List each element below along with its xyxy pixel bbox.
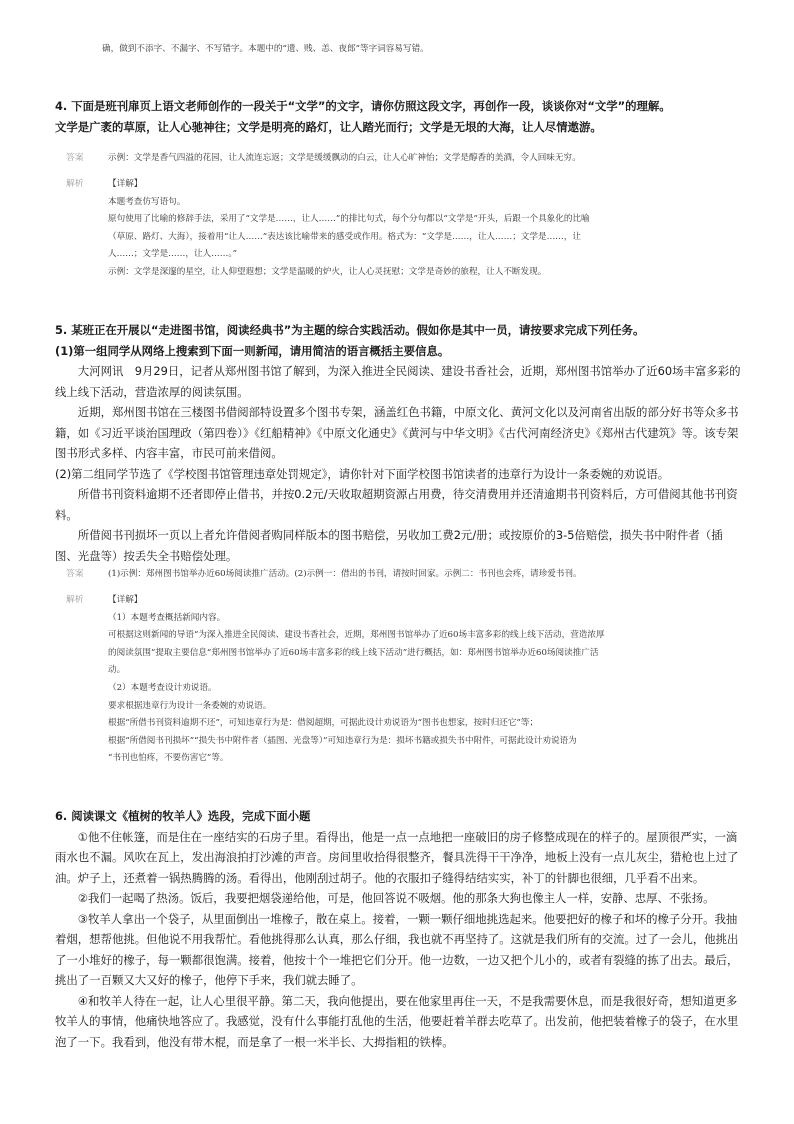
passage-paragraph-2: ②我们一起喝了热汤。饭后，我要把烟袋递给他，可是，他回答说不吸烟。他的那条大狗也像主人一样，安静、忠厚、不张扬。 bbox=[77, 891, 715, 905]
question-4-prompt: 文学是广袤的草原，让人心驰神往；文学是明亮的路灯，让人踏光而行；文学是无垠的大海，让人尽情遨游。 bbox=[55, 119, 602, 134]
answer-label: 答案 bbox=[66, 153, 84, 163]
analysis-line: （1）本题考查概括新闻内容。 bbox=[108, 612, 226, 623]
analysis-line: 【详解】 bbox=[108, 595, 143, 605]
analysis-line: 示例：文学是深邃的星空，让人仰望遐想；文学是温暖的炉火，让人心灵抚慰；文学是奇妙的旅程，让人不断发现。 bbox=[108, 266, 547, 277]
previous-answer-fragment bbox=[102, 41, 742, 59]
question-6-title: 6. 阅读课文《植树的牧羊人》选段，完成下面小题 bbox=[55, 809, 311, 823]
analysis-line: 可根据这则新闻的导语“为深入推进全民阅读、建设书香社会，近期，郑州图书馆举办了近60场丰富多彩的线上线下活动，营造浓厚 bbox=[108, 630, 605, 641]
analysis-label: 解析 bbox=[66, 595, 84, 605]
passage-paragraph-1: ①他不住帐篷，而是住在一座结实的石房子里。看得出，他是一点一点地把一座破旧的房子修整成现在的样子的。屋顶很严实，一滴雨水也不漏。风吹在瓦上，发出海浪拍打沙滩的声音。房间里收拾得很整齐，餐具洗得干干净净，地板上没有一点儿灰尘，猎枪也上过了油。炉子上，还煮着一锅热腾腾的汤。看得出，他刚刮过胡子。他的衣服扣子缝得结结实实，补丁的针脚也很细，几乎看不出来。 bbox=[55, 829, 739, 885]
passage-paragraph-3: ③牧羊人拿出一个袋子，从里面倒出一堆橡子，散在桌上。接着，一颗一颗仔细地挑选起来。他要把好的橡子和坏的橡子分开。我抽着烟，想帮他挑。但他说不用我帮忙。看他挑得那么认真，那么仔细，我也就不再坚持了。这就是我们所有的交流。过了一会儿，他挑出了一小堆好的橡子，每一颗都很饱满。接着，他按十个一堆把它们分开。他一边数，一边又把个儿小的，或者有裂缝的拣了出去。最后，挑出了一百颗又大又好的橡子，他停下手来，我们就去睡了。 bbox=[55, 911, 739, 987]
question-5-title: 5. 某班正在开展以“走进图书馆，阅读经典书”为主题的综合实践活动。假如你是其中一员，请按要求完成下列任务。 bbox=[55, 323, 645, 337]
analysis-line: （草原、路灯、大海），接着用“让人……”表达该比喻带来的感受或作用。格式为：“文学是……，让人……；文学是……，让 bbox=[108, 231, 581, 242]
analysis-line: 人……；文学是……，让人……。” bbox=[108, 249, 238, 260]
analysis-line: 的阅读氛围”提取主要信息“郑州图书馆举办了近60场丰富多彩的线上线下活动”进行概括，如：郑州图书馆举办近60场阅读推广活 bbox=[108, 647, 599, 658]
question-6 bbox=[55, 806, 745, 1052]
answer-text: 示例：文学是香气四溢的花园，让人流连忘返；文学是缓缓飘动的白云，让人心旷神怡；文学是醇香的美酒，令人回味无穷。 bbox=[108, 153, 581, 163]
rule-paragraph-2: 所借阅书刊损坏一页以上者允许借阅者购同样版本的图书赔偿，另收加工费2元/册；或按原价的3-5倍赔偿，损失书中附件者（插图、光盘等）按丢失全书赔偿处理。 bbox=[55, 528, 723, 563]
analysis-line: “书刊也怕疼，不要伤害它”等。 bbox=[108, 753, 229, 764]
news-paragraph-1: 大河网讯 9月29日，记者从郑州图书馆了解到，为深入推进全民阅读、建设书香社会，近期，郑州图书馆举办了近60场丰富多彩的线上线下活动，营造浓厚的阅读氛围。 bbox=[55, 364, 741, 399]
fragment-text: 确，做到不添字、不漏字、不写错字。本题中的“遗、贱、恙、夜郎”等字词容易写错。 bbox=[102, 44, 429, 54]
rule-paragraph-1: 所借书刊资料逾期不还者即停止借书，并按0.2元/天收取超期资源占用费，待交清费用并还清逾期书刊资料后，方可借阅其他书刊资料。 bbox=[55, 487, 738, 522]
question-5-sub1: (1)第一组同学从网络上搜索到下面一则新闻，请用简洁的语言概括主要信息。 bbox=[55, 343, 450, 358]
analysis-line: 【详解】 bbox=[108, 179, 143, 189]
analysis-line: （2）本题考查设计劝说语。 bbox=[108, 682, 217, 693]
question-5-sub2: (2)第二组同学节选了《学校图书馆管理违章处罚规定》，请你针对下面学校图书馆读者的违章行为设计一条委婉的劝说语。 bbox=[55, 466, 670, 481]
news-paragraph-2: 近期，郑州图书馆在三楼图书借阅部特设置多个图书专架，涵盖红色书籍，中原文化、黄河文化以及河南省出版的部分好书等众多书籍，如《习近平谈治国理政（第四卷）》《红船精神》《中原文化通史》《黄河与中华文明》《古代河南经济史》《郑州古代建筑》等。该专架图书形式多样、内容丰富，市民可前来借阅。 bbox=[55, 405, 739, 460]
analysis-label: 解析 bbox=[66, 179, 84, 189]
analysis-line: 本题考查仿写语句。 bbox=[108, 196, 186, 207]
analysis-line: 要求根据违章行为设计一条委婉的劝说语。 bbox=[108, 700, 272, 711]
question-4 bbox=[55, 96, 745, 137]
analysis-line: 根据“所借书刊资料逾期不还”，可知违章行为是：借阅超期，可据此设计劝说语为“图书也想家，按时归还它”等； bbox=[108, 718, 539, 729]
passage-paragraph-4: ④和牧羊人待在一起，让人心里很平静。第二天，我向他提出，要在他家里再住一天，不是我需要休息，而是我很好奇，想知道更多牧羊人的事情，他痛快地答应了。我感觉，没有什么事能打乱他的生活，他要赶着羊群去吃草了。出发前，他把装着橡子的袋子，在水里泡了一下。我看到，他没有带木棍，而是拿了一根一米半长、大拇指粗的铁棒。 bbox=[55, 993, 739, 1049]
answer-label: 答案 bbox=[66, 569, 84, 579]
answer-text: (1)示例：郑州图书馆举办近60场阅读推广活动。(2)示例一：借出的书刊，请按时回家。示例二：书刊也会疼，请珍爱书刊。 bbox=[108, 569, 582, 579]
analysis-line: 根据“所借阅书刊损坏”“损失书中附件者（插图、光盘等）”可知违章行为是：损坏书籍或损失书中附件，可据此设计劝说语为 bbox=[108, 735, 577, 746]
analysis-line: 动。 bbox=[108, 665, 126, 676]
question-5 bbox=[55, 320, 745, 566]
question-4-title: 4. 下面是班刊扉页上语文老师创作的一段关于“文学”的文字，请你仿照这段文字，再创作一段，谈谈你对“文学”的理解。 bbox=[55, 99, 671, 113]
analysis-line: 原句使用了比喻的修辞手法，采用了“文学是……，让人……”的排比句式，每个分句都以“文学是”开头，后跟一个具象化的比喻 bbox=[108, 214, 590, 225]
